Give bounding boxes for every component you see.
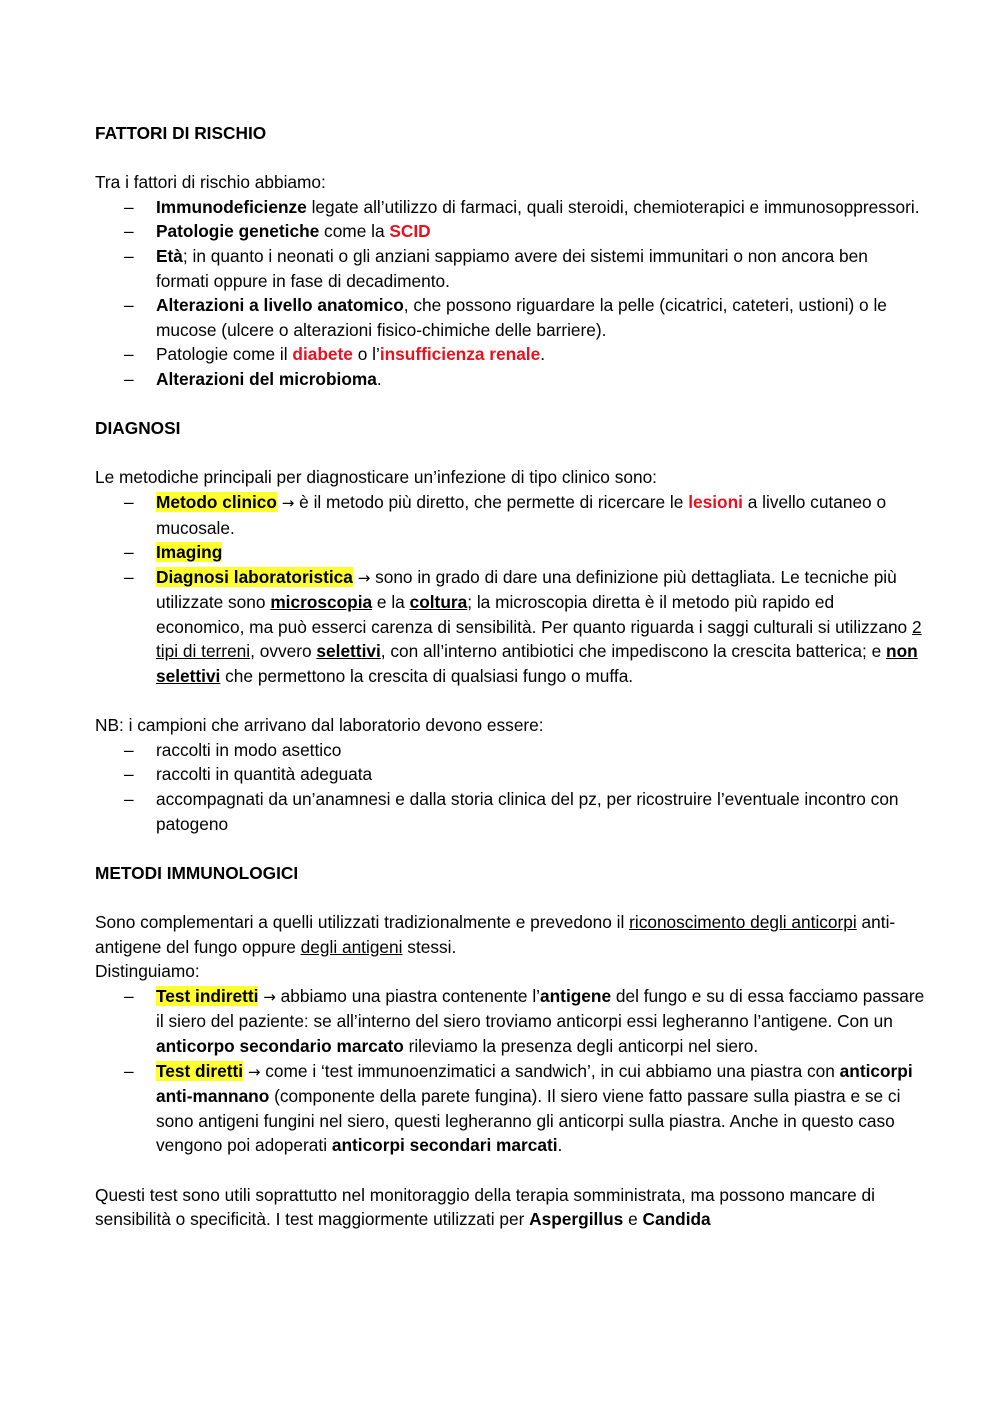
- distinguiamo-label: Distinguiamo:: [95, 961, 200, 982]
- nb-intro: NB: i campioni che arrivano dal laboratorio devono essere:: [95, 715, 544, 736]
- immuno-list: [95, 984, 925, 1158]
- highlight-test-indiretti: Test indiretti: [156, 985, 259, 1006]
- closing-paragraph: Questi test sono utili soprattutto nel monitoraggio della terapia somministrata, ma possono mancare di sensibilità o specificità. I test maggiormente utilizzati per Aspergillus e Candida: [95, 1184, 875, 1230]
- list-item: – Patologie genetiche come la SCID: [156, 219, 925, 244]
- list-item: – Test diretti → come i ‘test immunoenzimatici a sandwich’, in cui abbiamo una piastra con anticorpi anti-mannano (componente della parete fungina). Il siero viene fatto passare sulla piastra e se ci sono antigeni fungini nel siero, questi legheranno gli anticorpi sulla piastra. Anche in questo caso vengono poi adoperati anticorpi secondari marcati.: [156, 1059, 925, 1158]
- arrow-right-icon: →: [247, 1062, 261, 1081]
- arrow-right-icon: →: [357, 568, 371, 587]
- highlight-test-diretti: Test diretti: [156, 1060, 244, 1081]
- nb-list: [95, 738, 925, 836]
- list-item: – Metodo clinico → è il metodo più diretto, che permette di ricercare le lesioni a livello cutaneo o mucosale.: [156, 490, 925, 540]
- list-item: – Età; in quanto i neonati o gli anziani sappiamo avere dei sistemi immunitari o non ancora ben formati oppure in fase di decadimento.: [156, 244, 925, 293]
- highlight-imaging: Imaging: [156, 542, 223, 563]
- list-item: – Patologie come il diabete o l’insufficienza renale.: [156, 342, 925, 367]
- heading-fattori-di-rischio: FATTORI DI RISCHIO: [95, 123, 267, 143]
- immuno-paragraph: Sono complementari a quelli utilizzati tradizionalmente e prevedono il riconoscimento degli anticorpi anti-antigene del fungo oppure degli antigeni stessi.: [95, 912, 896, 957]
- highlight-diagnosi-laboratoristica: Diagnosi laboratoristica: [156, 566, 353, 587]
- diag-intro: Le metodiche principali per diagnosticare un’infezione di tipo clinico sono:: [95, 467, 657, 488]
- list-item: – raccolti in modo asettico: [156, 738, 925, 763]
- heading-diagnosi: DIAGNOSI: [95, 418, 181, 439]
- risk-list: [95, 195, 925, 392]
- list-item: – Alterazioni a livello anatomico, che possono riguardare la pelle (cicatrici, cateteri, ustioni) o le mucose (ulcere o alterazioni fisico-chimiche delle barriere).: [156, 293, 925, 342]
- document-body: [95, 121, 925, 1232]
- list-item: – Test indiretti → abbiamo una piastra contenente l’antigene del fungo e su di essa facciamo passare il siero del paziente: se all’interno del siero troviamo anticorpi essi legheranno l’antigene. Con un anticorpo secondario marcato rileviamo la presenza degli anticorpi nel siero.: [156, 984, 925, 1059]
- list-item: – Alterazioni del microbioma.: [156, 367, 925, 392]
- list-item: – raccolti in quantità adeguata: [156, 762, 925, 787]
- highlight-metodo-clinico: Metodo clinico: [156, 491, 277, 512]
- risk-intro: Tra i fattori di rischio abbiamo:: [95, 172, 326, 193]
- arrow-right-icon: →: [263, 987, 276, 1006]
- diag-list: [95, 490, 925, 689]
- list-item: – Diagnosi laboratoristica → sono in grado di dare una definizione più dettagliata. Le tecniche più utilizzate sono microscopia e la coltura; la microscopia diretta è il metodo più rapido ed economico, ma può esserci carenza di sensibilità. Per quanto riguarda i saggi culturali si utilizzano 2 tipi di terreni, ovvero selettivi, con all’interno antibiotici che impediscono la crescita batterica; e non selettivi che permettono la crescita di qualsiasi fungo o muffa.: [156, 565, 925, 689]
- arrow-right-icon: →: [281, 493, 295, 512]
- list-item: – Immunodeficienze legate all’utilizzo di farmaci, quali steroidi, chemioterapici e immunosoppressori.: [156, 195, 925, 220]
- list-item: – accompagnati da un’anamnesi e dalla storia clinica del pz, per ricostruire l’eventuale incontro con patogeno: [156, 787, 925, 836]
- list-item: [156, 540, 925, 565]
- heading-metodi-immunologici: METODI IMMUNOLOGICI: [95, 862, 299, 883]
